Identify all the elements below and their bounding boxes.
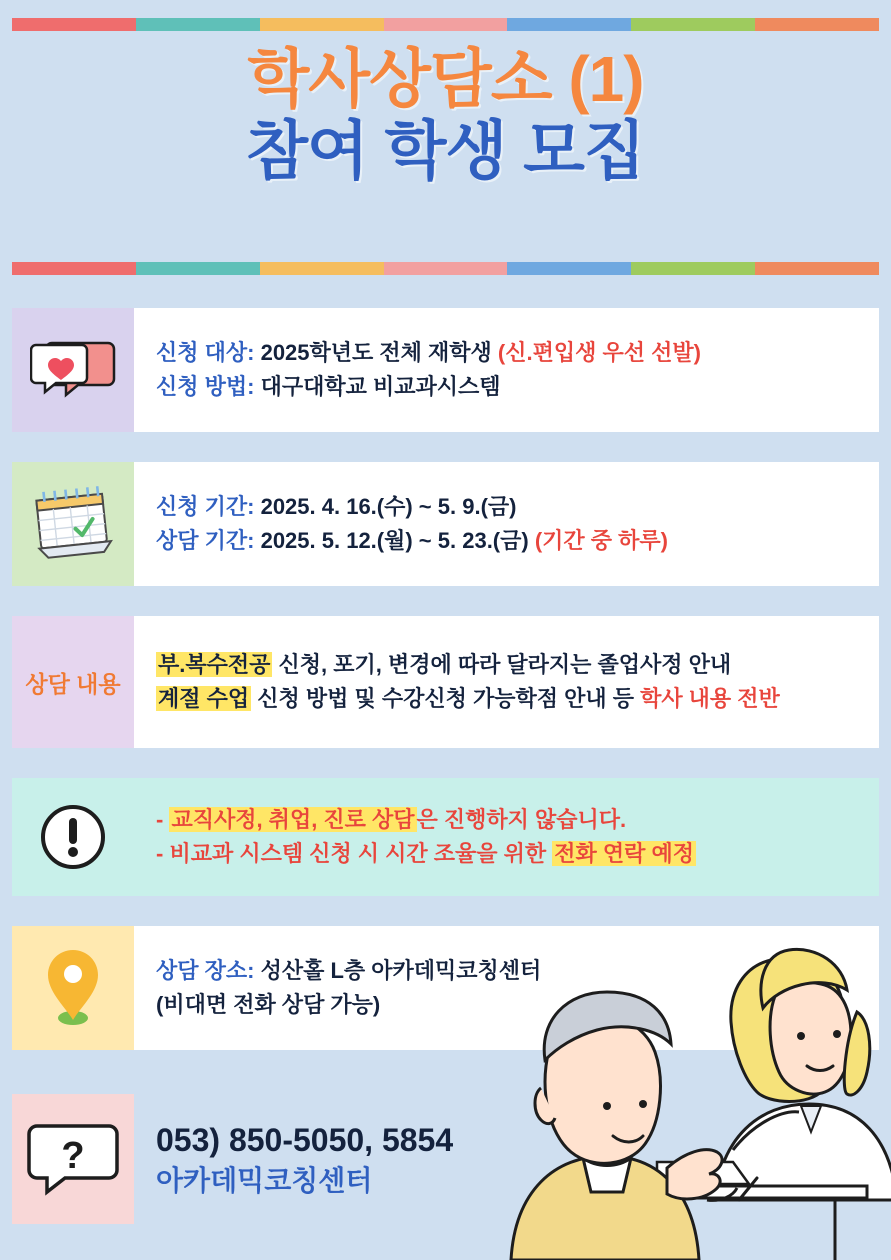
period-line-1	[156, 490, 865, 524]
contact-organization: 아카데믹코칭센터	[156, 1164, 373, 1196]
place-line-2: (비대면 전화 상담 가능)	[156, 992, 381, 1017]
page-title	[0, 44, 891, 187]
period-line-1-value: 2025. 4. 16.(수) ~ 5. 9.(금)	[260, 493, 517, 519]
row-consultation-content	[12, 616, 879, 748]
place-line-1-value: 성산홀 L층 아카데믹코칭센터	[260, 957, 542, 983]
place-line-1	[156, 954, 865, 988]
content-line-1	[156, 648, 865, 682]
period-line-1-label: 신청 기간:	[156, 493, 255, 519]
title-line-2: 참여 학생 모집	[246, 114, 645, 187]
row-notice	[12, 778, 879, 896]
row-notice-text	[134, 778, 879, 896]
notice-line-1-highlight: 교직사정, 취업, 진로 상담	[171, 806, 415, 832]
chat-heart-icon	[12, 308, 134, 432]
content-line-2-rest: 신청 방법 및 수강신청 가능학점 안내 등	[251, 686, 641, 711]
question-bubble-icon	[12, 1094, 134, 1224]
period-line-2-value: 2025. 5. 12.(월) ~ 5. 23.(금)	[260, 528, 529, 553]
row-application-period	[12, 462, 879, 586]
target-line-2-label: 신청 방법:	[156, 374, 255, 399]
content-line-2-highlight: 계절 수업	[158, 686, 250, 711]
notice-line-1-prefix: -	[156, 806, 170, 832]
target-line-1-label: 신청 대상:	[156, 339, 255, 365]
row-application-period-text	[134, 462, 879, 586]
period-line-2	[156, 524, 865, 558]
row-application-target-text	[134, 308, 879, 432]
target-line-2-value: 대구대학교 비교과시스템	[260, 374, 501, 399]
target-line-1-note: (신.편입생 우선 선발)	[497, 339, 701, 365]
contact-phone-number: 053) 850-5050, 5854	[156, 1121, 454, 1158]
row-application-target	[12, 308, 879, 432]
svg-text:?: ?	[61, 1135, 85, 1177]
target-line-2	[156, 370, 865, 404]
row-consultation-content-text	[134, 616, 879, 748]
notice-line-2-prefix: -	[156, 841, 170, 866]
period-line-2-label: 상담 기간:	[156, 528, 255, 553]
notice-line-1	[156, 803, 865, 837]
target-line-1-value: 2025학년도 전체 재학생	[260, 339, 492, 365]
target-line-1	[156, 336, 865, 370]
period-line-2-note: (기간 중 하루)	[534, 528, 668, 553]
row-consultation-place	[12, 926, 879, 1050]
row-contact	[12, 1094, 879, 1224]
row-contact-text	[134, 1094, 879, 1224]
title-line-1: 학사상담소 (1)	[247, 43, 644, 115]
map-pin-icon	[12, 926, 134, 1050]
content-line-1-rest: 신청, 포기, 변경에 따라 달라지는 졸업사정 안내	[272, 651, 732, 677]
consultation-content-label: 상담 내용	[12, 616, 134, 748]
notice-line-2-text: 비교과 시스템 신청 시 시간 조율을 위한	[169, 841, 553, 866]
row-consultation-place-text	[134, 926, 879, 1050]
bottom-stripe-bar	[12, 262, 879, 275]
content-line-2	[156, 682, 865, 716]
content-line-1-highlight: 부.복수전공	[158, 651, 271, 677]
top-stripe-bar	[12, 18, 879, 31]
notice-line-1-rest: 은 진행하지 않습니다.	[416, 806, 627, 832]
notice-line-2	[156, 837, 865, 871]
notice-line-2-tail: 전화 연락 예정	[554, 841, 695, 866]
exclamation-circle-icon	[12, 778, 134, 896]
content-line-2-tail: 학사 내용 전반	[640, 686, 780, 711]
place-line-1-label: 상담 장소:	[156, 957, 255, 983]
calendar-icon	[12, 462, 134, 586]
